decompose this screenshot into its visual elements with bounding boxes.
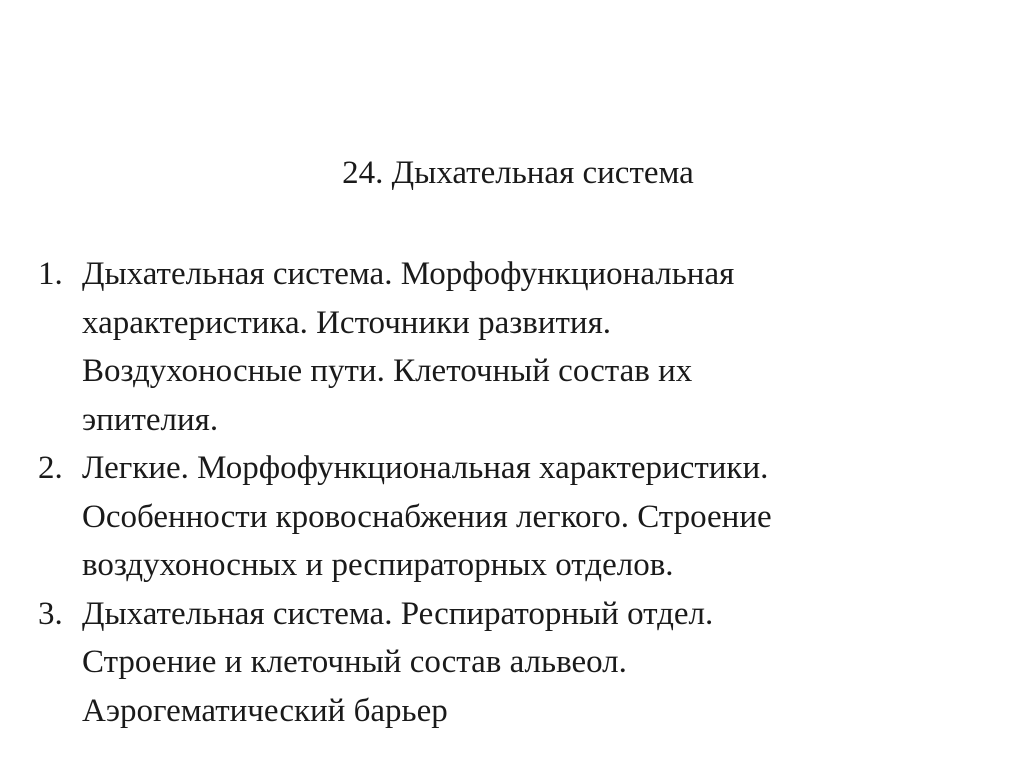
topic-line: характеристика. Источники развития.	[82, 304, 611, 341]
topic-item-2	[38, 444, 998, 590]
topic-text	[82, 250, 734, 444]
topic-line: Аэрогематический барьер	[82, 692, 448, 729]
topic-line: Легкие. Морфофункциональная характеристики.	[82, 450, 769, 486]
topic-number: 2.	[38, 450, 63, 486]
topic-number: 1.	[38, 256, 63, 292]
topic-line: Дыхательная система. Морфофункциональная	[82, 256, 735, 292]
topic-line: эпителия.	[82, 401, 219, 438]
topic-number: 3.	[38, 595, 63, 632]
topic-text	[82, 444, 772, 590]
topic-text	[82, 590, 713, 736]
slide-title: 24. Дыхательная система	[342, 155, 694, 191]
topic-line: Особенности кровоснабжения легкого. Строение	[82, 498, 772, 535]
topic-item-1	[38, 250, 998, 444]
topic-list	[38, 250, 998, 735]
topic-line: воздухоносных и респираторных отделов.	[82, 547, 674, 583]
topic-line: Дыхательная система. Респираторный отдел.	[82, 595, 714, 632]
topic-item-3	[38, 590, 998, 736]
topic-line: Строение и клеточный состав альвеол.	[82, 644, 627, 680]
topic-line: Воздухоносные пути. Клеточный состав их	[82, 353, 693, 389]
